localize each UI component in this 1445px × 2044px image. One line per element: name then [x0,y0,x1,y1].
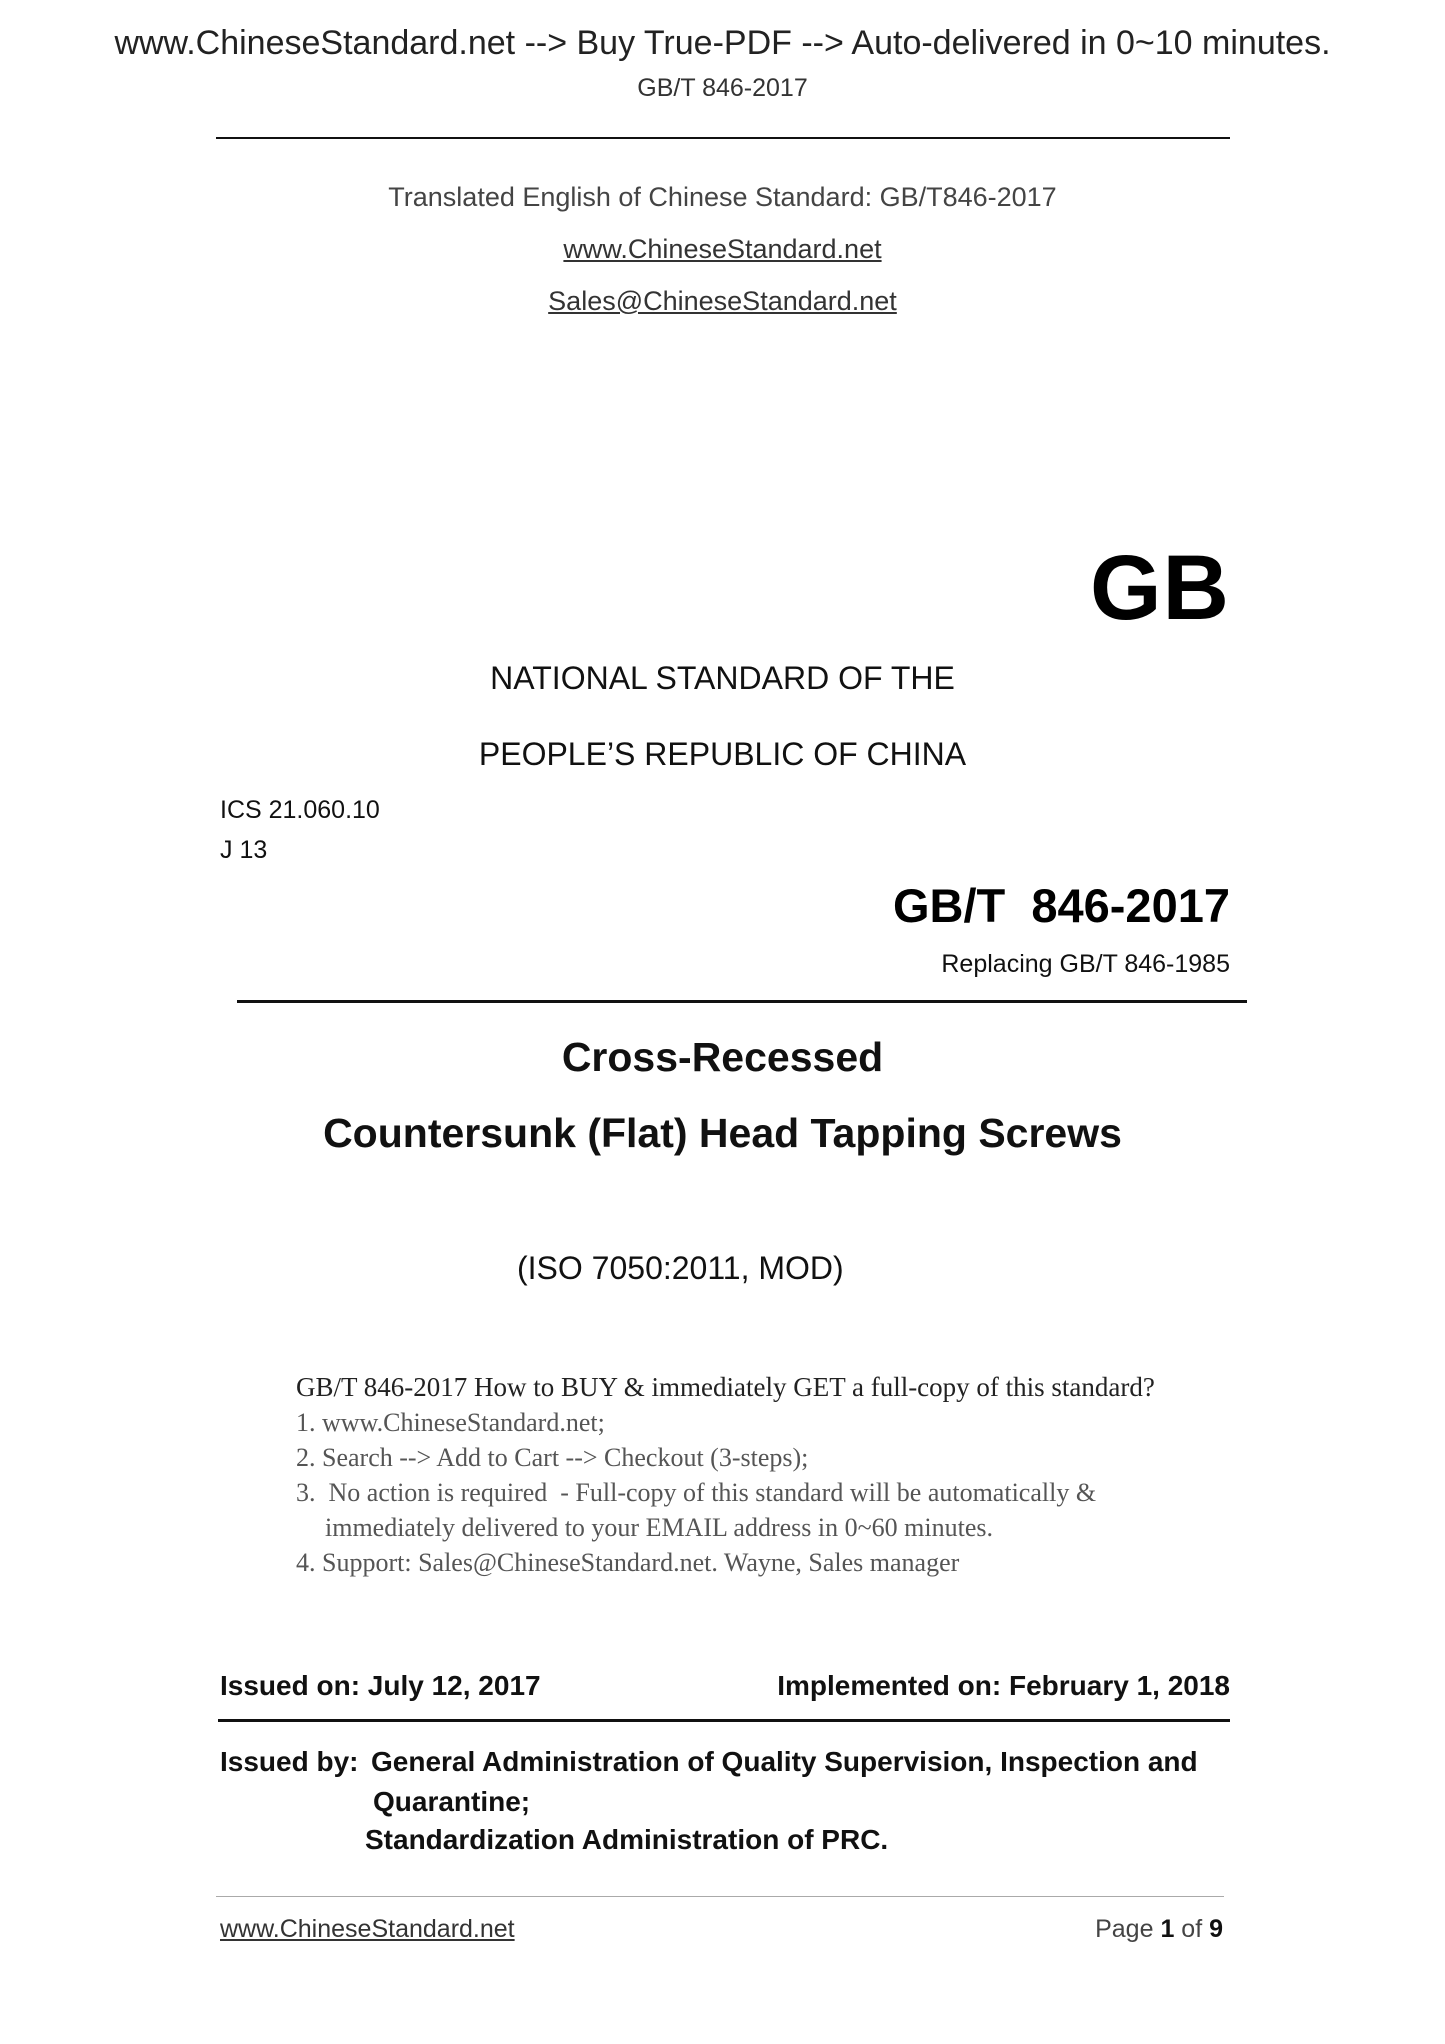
standard-number: GB/T 846-2017 [892,879,1230,932]
page-current: 1 [1160,1915,1175,1943]
issued-by-line-3: Standardization Administration of PRC. [365,1824,889,1855]
howto-heading: GB/T 846-2017 How to BUY & immediately GET a full-copy of this standard? [296,1372,1155,1402]
issued-on-date: Issued on: July 12, 2017 [220,1670,541,1701]
title-line-2: Countersunk (Flat) Head Tapping Screws [323,1110,1122,1156]
intro-email-link[interactable] [0,286,1445,317]
dates-divider [218,1719,1230,1722]
howto-step-3-continued: immediately delivered to your EMAIL address in 0~60 minutes. [325,1513,994,1542]
footer-website-link[interactable] [220,1915,515,1944]
national-line-1: NATIONAL STANDARD OF THE [490,660,955,696]
page-indicator [1095,1915,1223,1944]
national-line-2: PEOPLE’S REPUBLIC OF CHINA [478,736,967,772]
intro-email-text: Sales@ChineseStandard.net [548,286,897,316]
title-line-1: Cross-Recessed [561,1034,884,1080]
howto-step-2: 2. Search --> Add to Cart --> Checkout (3-steps); [296,1443,809,1472]
header-divider [216,137,1230,139]
title-divider [237,1000,1247,1003]
issued-by-line-2: Quarantine; [373,1786,531,1817]
howto-step-4: 4. Support: Sales@ChineseStandard.net. Wayne, Sales manager [296,1548,960,1577]
intro-website-text: www.ChineseStandard.net [563,234,882,264]
howto-step-1: 1. www.ChineseStandard.net; [296,1408,605,1437]
translated-line: Translated English of Chinese Standard: GB/T846-2017 [388,182,1057,212]
page-prefix: Page [1095,1915,1161,1943]
footer-divider [216,1896,1224,1897]
replacing-note: Replacing GB/T 846-1985 [941,950,1230,978]
page-total: 9 [1209,1915,1223,1943]
issued-by-label: Issued by: [220,1746,359,1777]
header-promo-line: www.ChineseStandard.net --> Buy True-PDF --> Auto-delivered in 0~10 minutes. [114,24,1331,62]
ics-code: ICS 21.060.10 [220,796,380,824]
classification-code: J 13 [220,836,268,864]
footer-website-text: www.ChineseStandard.net [220,1915,515,1943]
header-standard-id: GB/T 846-2017 [637,74,808,102]
implemented-on-date: Implemented on: February 1, 2018 [777,1670,1230,1701]
page-middle: of [1174,1915,1210,1943]
issued-by-line-1: General Administration of Quality Supervision, Inspection and [371,1746,1198,1777]
intro-website-link[interactable] [0,234,1445,265]
iso-reference: (ISO 7050:2011, MOD) [517,1250,844,1286]
howto-step-3: 3. No action is required - Full-copy of this standard will be automatically & [296,1478,1097,1507]
gb-mark: GB [1090,537,1230,639]
